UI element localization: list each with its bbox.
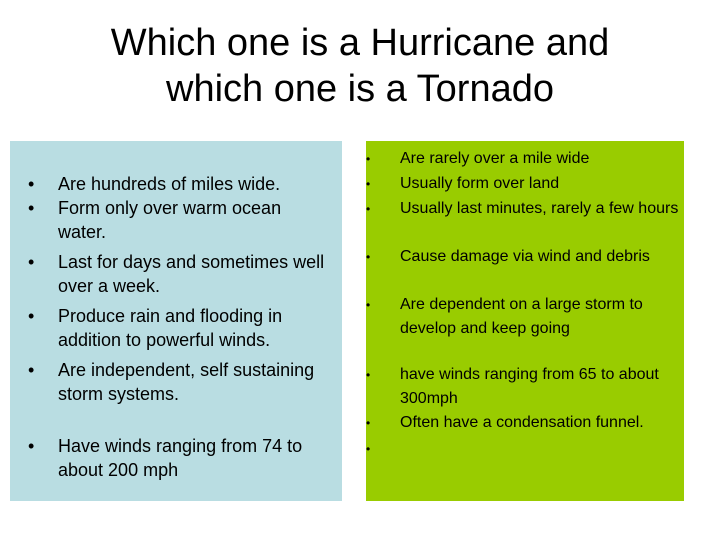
bullet-icon: • [366,202,371,216]
bullet-icon: • [28,360,35,380]
list-item-text: Usually form over land [400,175,560,192]
list-item [366,172,696,196]
bullet-icon: • [366,177,371,191]
bullet-icon: • [28,174,35,194]
list-item-text: Have winds ranging from 74 to about 200 mph [58,436,303,480]
list-item [28,304,328,352]
list-item-text: Are rarely over a mile wide [400,150,590,167]
list-item [366,293,696,341]
list-item-text: Often have a condensation funnel. [400,414,644,431]
list-item [366,363,696,411]
list-item [28,358,328,406]
list-item-text: Produce rain and flooding in addition to powerful winds. [58,306,283,350]
bullet-icon: • [366,368,371,382]
bullet-icon: • [28,436,35,456]
list-item [366,245,696,269]
bullet-icon: • [28,198,35,218]
list-item [28,434,328,482]
list-item-text: Are hundreds of miles wide. [58,174,281,194]
slide-title [60,20,660,112]
list-item [28,172,328,196]
title-line-2: which one is a Tornado [166,68,554,110]
title-line-1: Which one is a Hurricane and [110,22,610,64]
list-item [366,411,696,435]
list-item [28,196,328,244]
bullet-icon: • [366,298,371,312]
bullet-icon: • [366,152,371,166]
bullet-icon: • [366,442,371,456]
list-item [28,250,328,298]
list-item [366,147,696,171]
list-item-text: Form only over warm ocean water. [58,198,282,242]
bullet-icon: • [28,252,35,272]
list-item-text: Are independent, self sustaining storm systems. [58,360,315,404]
list-item-text: have winds ranging from 65 to about 300mph [400,366,659,407]
bullet-icon: • [366,250,371,264]
list-item-text: Are dependent on a large storm to develop and keep going [400,296,643,337]
list-item-text: Last for days and sometimes well over a week. [58,252,325,296]
bullet-icon: • [28,306,35,326]
list-item [366,197,696,221]
list-item-text: Usually last minutes, rarely a few hours [400,200,679,217]
list-item-text: Cause damage via wind and debris [400,248,650,265]
bullet-icon: • [366,416,371,430]
